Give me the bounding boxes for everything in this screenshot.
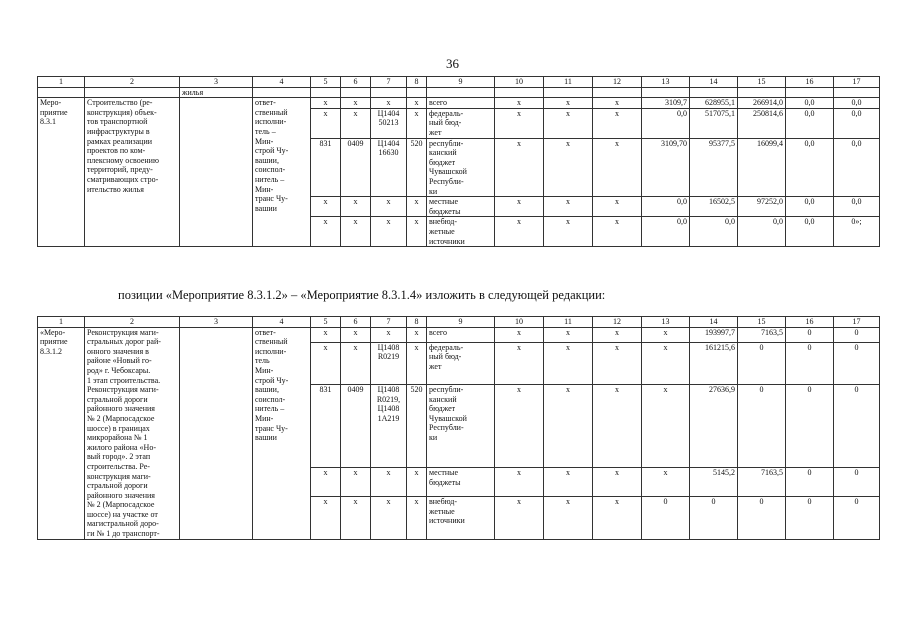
- cell: 0: [738, 385, 786, 468]
- cell: х: [341, 197, 371, 217]
- cell: х: [593, 385, 642, 468]
- header-cell: 17: [834, 317, 880, 328]
- cell: 520: [407, 138, 427, 197]
- cell: х: [544, 497, 593, 539]
- cell: х: [371, 217, 407, 247]
- cell: 7163,5: [738, 327, 786, 342]
- header-cell: 7: [371, 317, 407, 328]
- measure-name: «Меро- приятие 8.3.1.2: [38, 327, 85, 539]
- header-cell: 9: [427, 317, 495, 328]
- measure-description: Строительство (ре- конструкция) объек- тов транспортной инфраструктуры в рамках реализации проектов по ком- плексному освоению территорий, преду- сматривающих стро- ительство жилья: [85, 98, 180, 247]
- cell: х: [341, 342, 371, 384]
- cell: 16099,4: [738, 138, 786, 197]
- header-cell: 4: [253, 317, 311, 328]
- header-cell: 2: [85, 317, 180, 328]
- page-number: 36: [446, 56, 459, 71]
- cell: 0: [642, 497, 690, 539]
- cell: 0409: [341, 138, 371, 197]
- cell: х: [495, 497, 544, 539]
- funding-source: местные бюджеты: [427, 197, 495, 217]
- cell: 0: [786, 327, 834, 342]
- header-cell: 5: [311, 317, 341, 328]
- cell: Ц1408 R0219: [371, 342, 407, 384]
- cell: 3109,7: [642, 98, 690, 109]
- header-cell: 8: [407, 317, 427, 328]
- cell: 0,0: [786, 98, 834, 109]
- cell: х: [642, 385, 690, 468]
- header-cell: 12: [593, 77, 642, 88]
- cell: 0: [834, 342, 880, 384]
- header-cell: 15: [738, 317, 786, 328]
- cell: х: [407, 468, 427, 497]
- cell: х: [407, 327, 427, 342]
- cell: Ц1408 R0219, Ц1408 1А219: [371, 385, 407, 468]
- cell: 520: [407, 385, 427, 468]
- budget-table-8-3-1: [37, 76, 880, 247]
- cell: х: [593, 217, 642, 247]
- cell: 0,0: [690, 217, 738, 247]
- responsible-executor: ответ- ственный исполни- тель – Мин- строй Чу- вашии, соиспол- нитель – Мин- транс Чу- вашии: [253, 98, 311, 247]
- cell: х: [544, 217, 593, 247]
- cell: х: [642, 468, 690, 497]
- cell: 3109,70: [642, 138, 690, 197]
- cell: х: [341, 98, 371, 109]
- header-cell: 14: [690, 317, 738, 328]
- cell: х: [311, 468, 341, 497]
- cell: 0: [834, 385, 880, 468]
- header-cell: 9: [427, 77, 495, 88]
- cell: х: [341, 327, 371, 342]
- cell: х: [593, 197, 642, 217]
- cell: 831: [311, 138, 341, 197]
- header-cell: 16: [786, 317, 834, 328]
- cell: 0,0: [786, 138, 834, 197]
- header-row: [38, 77, 880, 88]
- cell: х: [593, 108, 642, 138]
- cell: 0409: [341, 385, 371, 468]
- cell: х: [371, 497, 407, 539]
- cell: 27636,9: [690, 385, 738, 468]
- cell: х: [341, 468, 371, 497]
- cell: 0,0: [642, 108, 690, 138]
- header-cell: 10: [495, 77, 544, 88]
- header-cell: 13: [642, 77, 690, 88]
- cell: х: [593, 468, 642, 497]
- cell: х: [495, 138, 544, 197]
- cell: 0: [786, 385, 834, 468]
- cell: 0: [834, 497, 880, 539]
- cell: 628955,1: [690, 98, 738, 109]
- funding-source: всего: [427, 327, 495, 342]
- cell: х: [407, 217, 427, 247]
- cell: х: [341, 497, 371, 539]
- carry-row: [38, 87, 880, 98]
- cell: х: [495, 108, 544, 138]
- cell: х: [341, 217, 371, 247]
- cell: х: [642, 327, 690, 342]
- cell: х: [642, 342, 690, 384]
- cell: х: [544, 138, 593, 197]
- cell: 95377,5: [690, 138, 738, 197]
- responsible-executor: ответ- ственный исполни- тель Мин- строй Чу- вашии, соиспол- нитель – Мин- транс Чу- вашии: [253, 327, 311, 539]
- cell: х: [593, 497, 642, 539]
- cell: х: [407, 497, 427, 539]
- cell: х: [311, 98, 341, 109]
- cell: х: [544, 468, 593, 497]
- cell: 16502,5: [690, 197, 738, 217]
- cell: х: [495, 217, 544, 247]
- cell: х: [341, 108, 371, 138]
- header-cell: 11: [544, 77, 593, 88]
- header-cell: 16: [786, 77, 834, 88]
- header-cell: 6: [341, 77, 371, 88]
- cell: х: [544, 342, 593, 384]
- table-row: [38, 327, 880, 342]
- cell: 0,0: [642, 217, 690, 247]
- cell: х: [495, 98, 544, 109]
- cell: 250814,6: [738, 108, 786, 138]
- cell: х: [371, 197, 407, 217]
- header-cell: 2: [85, 77, 180, 88]
- cell: х: [371, 98, 407, 109]
- budget-table-8-3-1-2: [37, 316, 880, 540]
- funding-source: внебюд- жетные источники: [427, 217, 495, 247]
- header-cell: 1: [38, 317, 85, 328]
- cell: 0,0: [738, 217, 786, 247]
- header-cell: 10: [495, 317, 544, 328]
- table-row: [38, 98, 880, 109]
- header-cell: 5: [311, 77, 341, 88]
- cell: 0,0: [786, 217, 834, 247]
- header-cell: 15: [738, 77, 786, 88]
- header-cell: 7: [371, 77, 407, 88]
- cell: 0: [786, 468, 834, 497]
- cell: 517075,1: [690, 108, 738, 138]
- cell: х: [495, 342, 544, 384]
- funding-source: всего: [427, 98, 495, 109]
- cell: х: [371, 327, 407, 342]
- cell: х: [407, 108, 427, 138]
- header-cell: 14: [690, 77, 738, 88]
- cell: 0: [738, 342, 786, 384]
- cell: х: [371, 468, 407, 497]
- header-cell: 11: [544, 317, 593, 328]
- cell: 0»;: [834, 217, 880, 247]
- header-row: [38, 317, 880, 328]
- cell: х: [311, 217, 341, 247]
- cell: х: [407, 197, 427, 217]
- cell: 0,0: [786, 108, 834, 138]
- cell: 0,0: [834, 197, 880, 217]
- header-cell: 8: [407, 77, 427, 88]
- carry-label: жилья: [180, 87, 253, 98]
- cell: 0,0: [834, 98, 880, 109]
- cell: 0: [738, 497, 786, 539]
- cell: 831: [311, 385, 341, 468]
- cell: 0: [786, 342, 834, 384]
- cell: 0,0: [786, 197, 834, 217]
- cell: 266914,0: [738, 98, 786, 109]
- header-cell: 3: [180, 77, 253, 88]
- cell: х: [311, 342, 341, 384]
- cell: 0,0: [834, 108, 880, 138]
- cell: х: [311, 497, 341, 539]
- funding-source: республи- канский бюджет Чувашской Республи- ки: [427, 138, 495, 197]
- cell: х: [311, 327, 341, 342]
- cell: 0,0: [834, 138, 880, 197]
- header-cell: 1: [38, 77, 85, 88]
- cell: х: [593, 138, 642, 197]
- cell: х: [544, 98, 593, 109]
- cell: 0: [834, 468, 880, 497]
- cell: х: [593, 327, 642, 342]
- header-cell: 17: [834, 77, 880, 88]
- cell: Ц1404 50213: [371, 108, 407, 138]
- cell: х: [495, 197, 544, 217]
- cell: х: [544, 197, 593, 217]
- header-cell: 6: [341, 317, 371, 328]
- cell: х: [495, 385, 544, 468]
- cell: х: [593, 98, 642, 109]
- measure-name: Меро- приятие 8.3.1: [38, 98, 85, 247]
- funding-source: внебюд- жетные источники: [427, 497, 495, 539]
- cell: 161215,6: [690, 342, 738, 384]
- funding-source: республи- канский бюджет Чувашской Республи- ки: [427, 385, 495, 468]
- cell: 193997,7: [690, 327, 738, 342]
- cell: Ц1404 16630: [371, 138, 407, 197]
- cell: х: [544, 327, 593, 342]
- cell: х: [544, 385, 593, 468]
- cell: 0: [690, 497, 738, 539]
- funding-source: местные бюджеты: [427, 468, 495, 497]
- header-cell: 13: [642, 317, 690, 328]
- cell: х: [311, 197, 341, 217]
- cell: 0,0: [642, 197, 690, 217]
- cell: 97252,0: [738, 197, 786, 217]
- header-cell: 12: [593, 317, 642, 328]
- header-cell: 3: [180, 317, 253, 328]
- cell: х: [407, 342, 427, 384]
- cell: 0: [834, 327, 880, 342]
- cell: х: [495, 327, 544, 342]
- cell: 0: [786, 497, 834, 539]
- funding-source: федераль- ный бюд- жет: [427, 342, 495, 384]
- cell: х: [544, 108, 593, 138]
- cell: х: [593, 342, 642, 384]
- cell: 7163,5: [738, 468, 786, 497]
- amendment-text: позиции «Мероприятие 8.3.1.2» – «Мероприятие 8.3.1.4» изложить в следующей редакции:: [118, 288, 606, 302]
- measure-description: Реконструкция маги- стральных дорог рай- онного значения в районе «Новый го- род» г. Чебоксары. 1 этап строительства. Реконструкция маги- стральной дороги районного значения № 2 (Марпосадское шоссе) в границах микрорайона № 1 жилого района «Но- вый город». 2 этап строительства. Ре- конструкция маги- стральной дороги районного значения № 2 (Марпосадское шоссе) на участке от магистральной доро- ги № 1 до транспорт-: [85, 327, 180, 539]
- header-cell: 4: [253, 77, 311, 88]
- cell: х: [495, 468, 544, 497]
- funding-source: федераль- ный бюд- жет: [427, 108, 495, 138]
- cell: х: [407, 98, 427, 109]
- cell: 5145,2: [690, 468, 738, 497]
- cell: х: [311, 108, 341, 138]
